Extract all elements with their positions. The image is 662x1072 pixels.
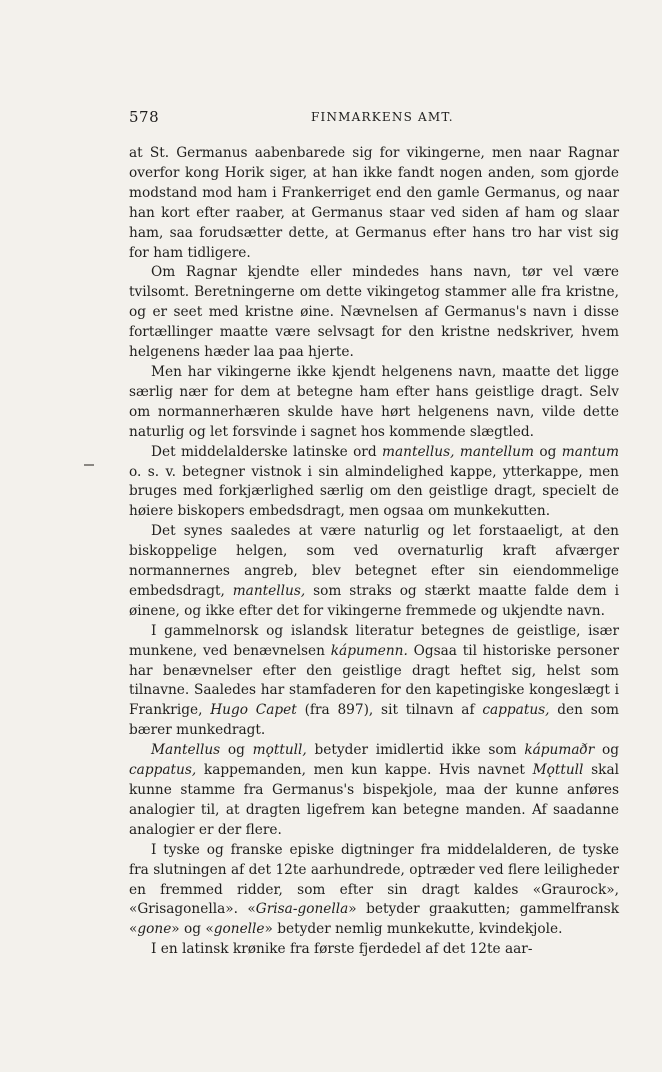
italic-term: gonelle [213, 921, 265, 938]
paragraph: Mantellus og mǫttull, betyder imidlertid ikke som kápumaðr og cappatus, kappemanden, men kun kappe. Hvis navnet Mǫttull skal kunne stamme fra Germanus's bispekjole, maa der kunne anføres analogier til, at dragten ligefrem kan betegne manden. Af saadanne analogier er der flere. [129, 742, 619, 838]
italic-term: Mǫttull [532, 762, 584, 779]
paragraph: Det synes saaledes at være naturlig og let forstaaeligt, at den biskoppelige helgen, som ved overnaturlig kraft afværger normannernes angreb, blev betegnet efter sin eiendommelige embedsdragt, mantellus, som straks og stærkt maatte falde dem i øinene, og ikke efter det for vikingerne fremmede og ukjendte navn. [129, 523, 619, 619]
italic-term: kápumenn. [330, 642, 408, 659]
italic-term: Hugo Capet [210, 702, 297, 719]
italic-term: cappatus, [129, 762, 197, 779]
margin-mark [84, 464, 94, 466]
paragraph: Om Ragnar kjendte eller mindedes hans navn, tør vel være tvilsomt. Beretningerne om dette vikingetog stammer alle fra kristne, og er seet med kristne øine. Nævnelsen af Germanus's navn i disse fortællinger maatte være selvsagt for den kristne nedskriver, hvem helgenens hæder laa paa hjerte. [129, 264, 619, 361]
page-number: 578 [129, 108, 160, 126]
italic-term: mantum [561, 443, 619, 460]
paragraph: I en latinsk krønike fra første fjerdedel af det 12te aar- [151, 941, 533, 958]
italic-term: kápumaðr [524, 742, 595, 759]
italic-term: mantellus, mantellum [381, 443, 534, 460]
body-text [129, 144, 619, 960]
paragraph: at St. Germanus aabenbarede sig for vikingerne, men naar Ragnar overfor kong Horik siger, at han ikke fandt nogen anden, som gjorde modstand mod ham i Frankerriget end den gamle Germanus, og naar han kort efter raaber, at Germanus staar ved siden af ham og slaar ham, saa forudsætter dette, at Germanus efter hans tro har vist sig for ham tidligere. [129, 145, 619, 261]
paragraph: I tyske og franske episke digtninger fra middelalderen, de tyske fra slutningen af det 12te aarhundrede, optræder ved flere leiligheder en fremmed ridder, som efter sin dragt kaldes «Graurock», «Grisagonella». «Grisa-gonella» betyder graakutten; gammelfransk «gone» og «gonelle» betyder nemlig munkekutte, kvindekjole. [129, 841, 620, 938]
paragraph: Det middelalderske latinske ord mantellus, mantellum og mantum o. s. v. betegner vistnok i sin almindelighed kappe, ytterkappe, men bruges med forkjærlighed særlig om den geistlige dragt, specielt de høiere biskopers embedsdragt, men ogsaa om munkekutten. [129, 443, 619, 520]
italic-term: Mantellus [151, 742, 221, 759]
italic-term: gone [137, 921, 172, 938]
paragraph: I gammelnorsk og islandsk literatur betegnes de geistlige, især munkene, ved benævnelsen kápumenn. Ogsaa til historiske personer har benævnelser efter den geistlige dragt heftet sig, helst som tilnavne. Saaledes har stamfaderen for den kapetingiske kongeslægt i Frankrige, Hugo Capet (fra 897), sit tilnavn af cappatus, den som bærer munkedragt. [129, 622, 620, 739]
italic-term: Grisa-gonella [255, 901, 349, 918]
running-head: FINMARKENS AMT. [311, 110, 454, 124]
italic-term: cappatus, [482, 702, 550, 719]
page-header [129, 108, 619, 128]
italic-term: mantellus, [232, 582, 306, 599]
paragraph: Men har vikingerne ikke kjendt helgenens navn, maatte det ligge særlig nær for dem at betegne ham efter hans geistlige dragt. Selv om normannerhæren skulde have hørt helgenens navn, vilde dette naturlig og let forsvinde i sagnet hos kommende slægtled. [129, 363, 619, 440]
italic-term: mǫttull, [252, 742, 307, 759]
